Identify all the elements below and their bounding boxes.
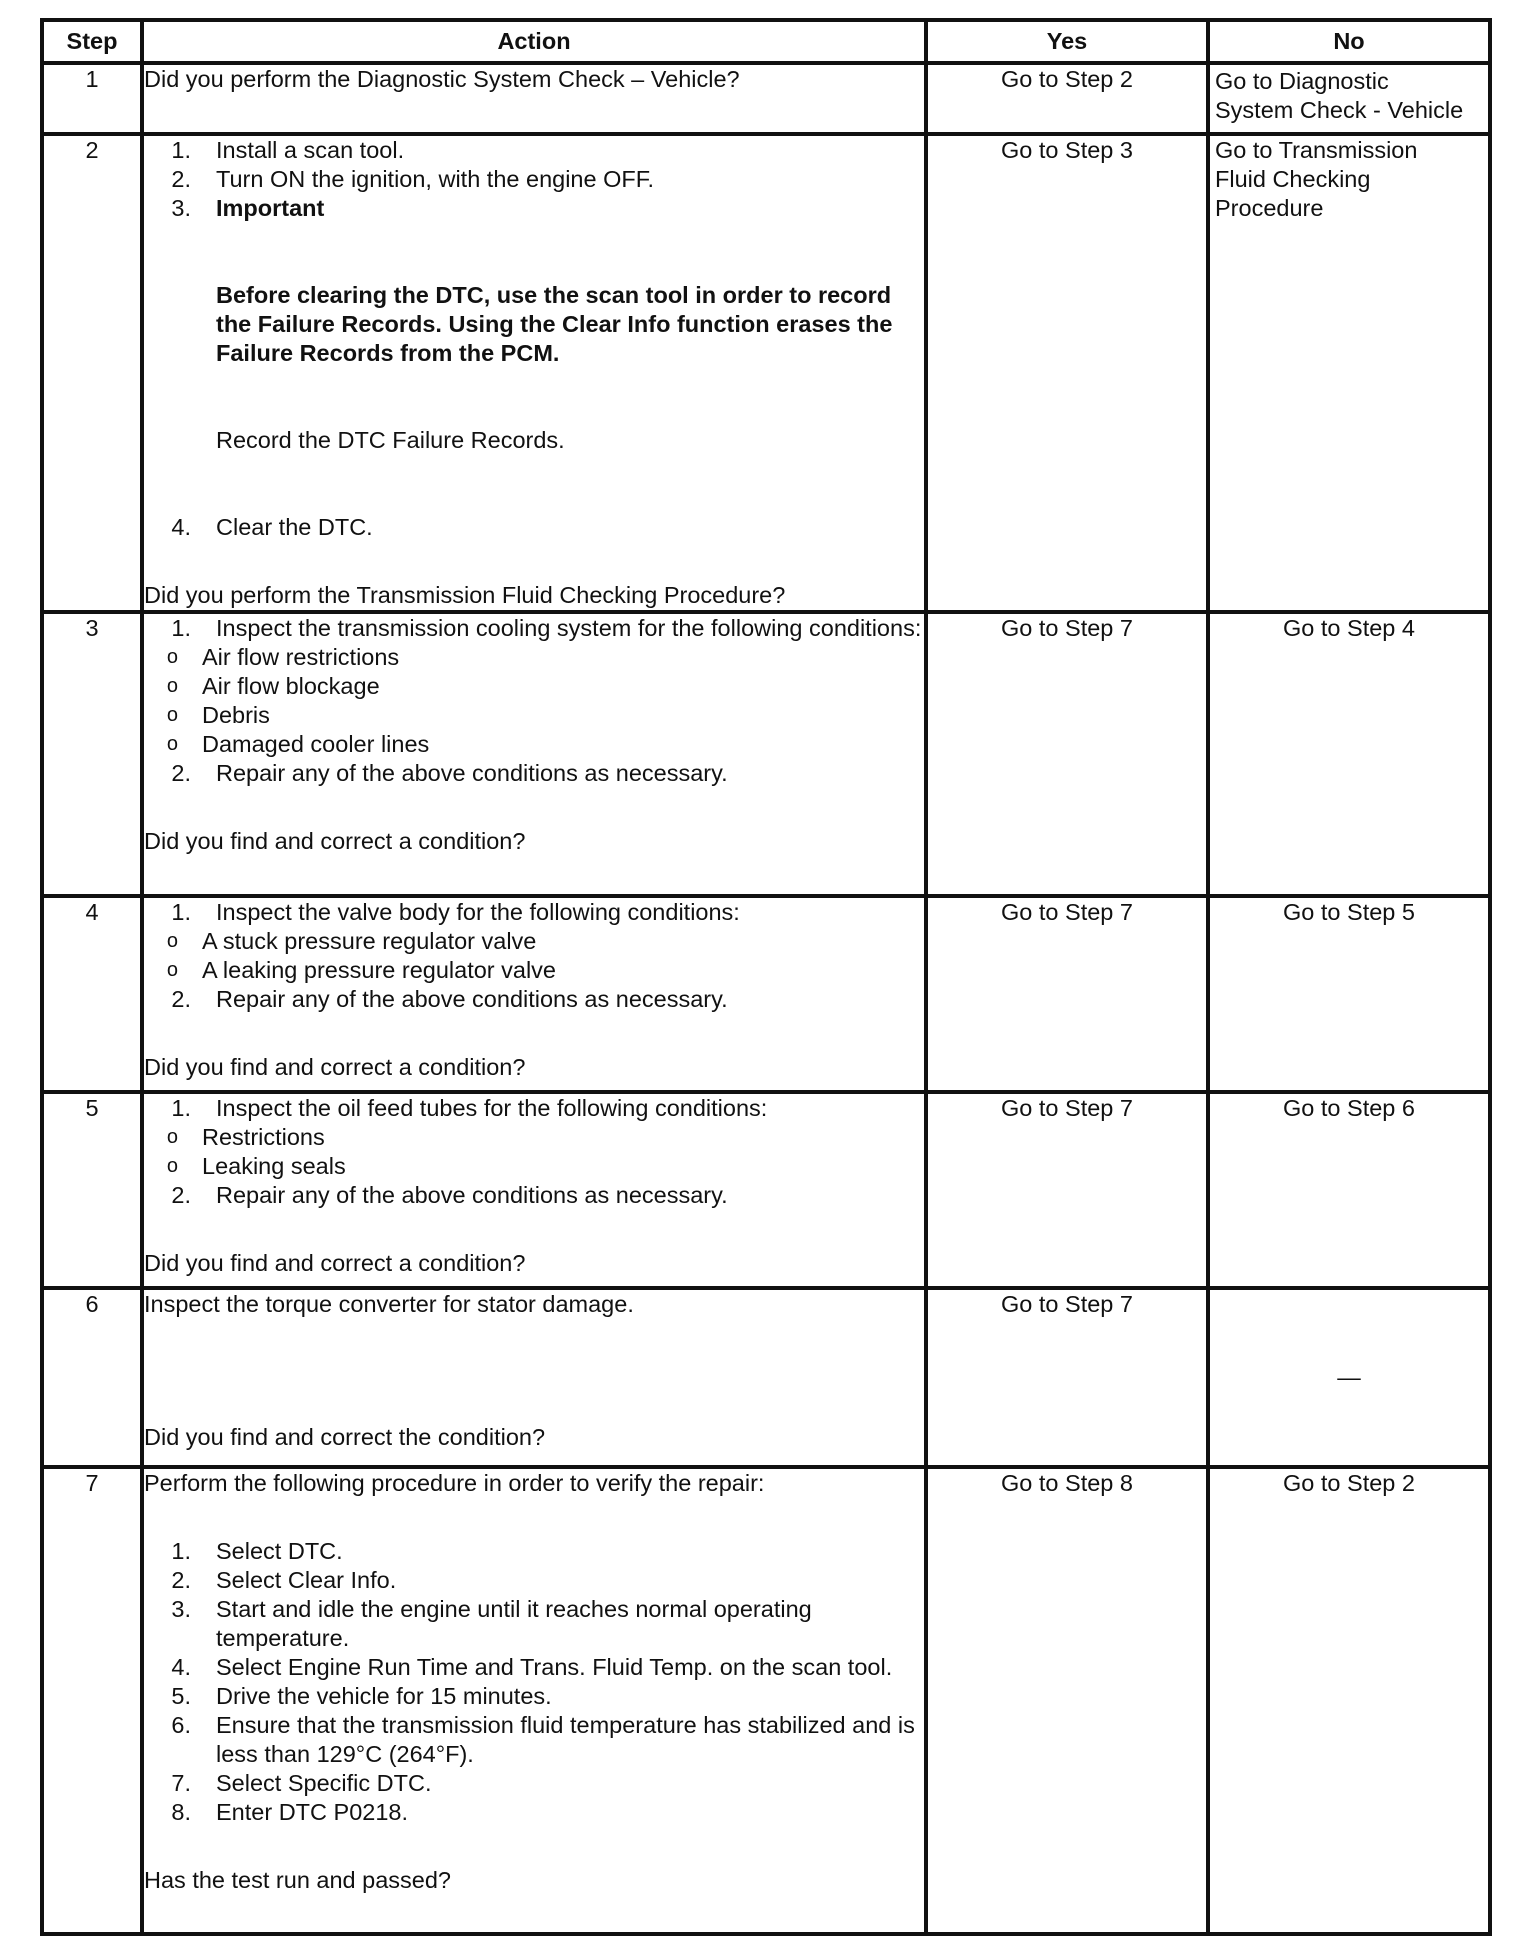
- item-number: 3.: [171, 1596, 191, 1622]
- list-item: [144, 194, 924, 513]
- no-link[interactable]: Go to Step 4: [1208, 612, 1490, 896]
- item-number: 1.: [171, 899, 191, 925]
- sub-item: [116, 730, 924, 759]
- table-row: [42, 63, 1490, 134]
- item-number: 1.: [171, 615, 191, 641]
- header-step: Step: [42, 20, 142, 63]
- item-number: 2.: [171, 166, 191, 192]
- yes-link[interactable]: Go to Step 7: [926, 1288, 1208, 1467]
- item-number: 1.: [171, 137, 191, 163]
- header-no: No: [1208, 20, 1490, 63]
- bullet-icon: o: [166, 959, 178, 981]
- item-number: 2.: [171, 986, 191, 1012]
- action-cell: [142, 63, 926, 134]
- header-action: Action: [142, 20, 926, 63]
- yes-link[interactable]: Go to Step 8: [926, 1467, 1208, 1934]
- sub-item: [116, 1152, 924, 1181]
- important-note: Before clearing the DTC, use the scan tool in order to record the Failure Records. Using the Clear Info function erases the Failure Records from the PCM.: [216, 282, 893, 366]
- item-text: Inspect the oil feed tubes for the following conditions:: [216, 1095, 768, 1121]
- table-row: [42, 1288, 1490, 1467]
- no-link-line: Fluid Checking: [1215, 166, 1371, 192]
- list-item: [144, 1566, 924, 1595]
- sub-item-text: Damaged cooler lines: [202, 731, 430, 757]
- list-item: [144, 1094, 924, 1181]
- item-text: Inspect the transmission cooling system for the following conditions:: [216, 615, 922, 641]
- item-text: Select Engine Run Time and Trans. Fluid Temp. on the scan tool.: [216, 1654, 893, 1680]
- action-cell: [142, 896, 926, 1092]
- list-item: [144, 1769, 924, 1798]
- bullet-icon: o: [166, 1126, 178, 1148]
- action-cell: [142, 1467, 926, 1934]
- question-text: Has the test run and passed?: [144, 1867, 452, 1893]
- step-number: 5: [42, 1092, 142, 1288]
- item-text: Turn ON the ignition, with the engine OFF.: [216, 166, 655, 192]
- item-number: 2.: [171, 760, 191, 786]
- list-item: [144, 1181, 924, 1210]
- numbered-list: [144, 1537, 924, 1827]
- question-text: Did you find and correct a condition?: [144, 1250, 526, 1276]
- step-number: 1: [42, 63, 142, 134]
- table-row: [42, 612, 1490, 896]
- list-item: [144, 985, 924, 1014]
- step-number: 3: [42, 612, 142, 896]
- item-text: Repair any of the above conditions as necessary.: [216, 760, 728, 786]
- yes-link[interactable]: Go to Step 7: [926, 896, 1208, 1092]
- item-number: 6.: [171, 1712, 191, 1738]
- item-number: 7.: [171, 1770, 191, 1796]
- list-item: [144, 1537, 924, 1566]
- step-number: 2: [42, 134, 142, 612]
- step-number: 6: [42, 1288, 142, 1467]
- item-text: Drive the vehicle for 15 minutes.: [216, 1683, 552, 1709]
- sub-item-text: Debris: [202, 702, 270, 728]
- list-item: [144, 1798, 924, 1827]
- header-yes: Yes: [926, 20, 1208, 63]
- header-row: [42, 20, 1490, 63]
- question-text: Did you find and correct a condition?: [144, 1054, 526, 1080]
- no-link: —: [1208, 1288, 1490, 1467]
- table-row: [42, 1467, 1490, 1934]
- numbered-list: [144, 1094, 924, 1210]
- no-link[interactable]: Go to Step 6: [1208, 1092, 1490, 1288]
- no-link[interactable]: Go to Step 5: [1208, 896, 1490, 1092]
- bullet-icon: o: [166, 675, 178, 697]
- numbered-list: [144, 614, 924, 788]
- numbered-list: [144, 136, 924, 542]
- list-item: [144, 165, 924, 194]
- sub-item-text: Air flow blockage: [202, 673, 380, 699]
- intro-text: Perform the following procedure in order to verify the repair:: [144, 1470, 765, 1496]
- item-text: Repair any of the above conditions as necessary.: [216, 986, 728, 1012]
- sub-list: [116, 1123, 924, 1181]
- item-number: 2.: [171, 1567, 191, 1593]
- bullet-icon: o: [166, 704, 178, 726]
- item-text: Select Specific DTC.: [216, 1770, 432, 1796]
- no-link-line: Procedure: [1215, 195, 1324, 221]
- list-item: [144, 1595, 924, 1653]
- sub-item: [116, 956, 924, 985]
- table-row: [42, 134, 1490, 612]
- no-link[interactable]: [1208, 134, 1490, 612]
- no-link-line: System Check - Vehicle: [1215, 97, 1464, 123]
- no-link[interactable]: [1208, 63, 1490, 134]
- item-number: 5.: [171, 1683, 191, 1709]
- item-text: Install a scan tool.: [216, 137, 405, 163]
- list-item: [144, 759, 924, 788]
- sub-item-text: Restrictions: [202, 1124, 325, 1150]
- item-number: 1.: [171, 1538, 191, 1564]
- item-number: 4.: [171, 1654, 191, 1680]
- yes-link[interactable]: Go to Step 7: [926, 612, 1208, 896]
- diagnostic-table: [40, 18, 1492, 1936]
- bullet-icon: o: [166, 733, 178, 755]
- sub-list: [116, 643, 924, 759]
- item-text: Enter DTC P0218.: [216, 1799, 409, 1825]
- bullet-icon: o: [166, 930, 178, 952]
- question-text: Did you find and correct the condition?: [144, 1424, 546, 1450]
- item-text: Ensure that the transmission fluid temperature has stabilized and is less than 129°C (264°F).: [216, 1712, 915, 1767]
- item-text: Select Clear Info.: [216, 1567, 397, 1593]
- no-link-line: Go to Transmission: [1215, 137, 1418, 163]
- sub-item: [116, 701, 924, 730]
- list-item: [144, 1711, 924, 1769]
- yes-link[interactable]: Go to Step 2: [926, 63, 1208, 134]
- table-row: [42, 1092, 1490, 1288]
- bullet-icon: o: [166, 1155, 178, 1177]
- list-item: [144, 1653, 924, 1682]
- table-row: [42, 896, 1490, 1092]
- important-label: Important: [216, 195, 325, 221]
- action-cell: [142, 1288, 926, 1467]
- item-text: Select DTC.: [216, 1538, 343, 1564]
- no-link[interactable]: Go to Step 2: [1208, 1467, 1490, 1934]
- sub-item-text: Air flow restrictions: [202, 644, 400, 670]
- yes-link[interactable]: Go to Step 7: [926, 1092, 1208, 1288]
- item-number: 4.: [171, 514, 191, 540]
- action-cell: [142, 612, 926, 896]
- item-number: 1.: [171, 1095, 191, 1121]
- sub-list: [116, 927, 924, 985]
- question-text: Did you perform the Transmission Fluid Checking Procedure?: [144, 582, 786, 608]
- item-number: 8.: [171, 1799, 191, 1825]
- item-text: Start and idle the engine until it reaches normal operating temperature.: [216, 1596, 812, 1651]
- item-number: 3.: [171, 195, 191, 221]
- bullet-icon: o: [166, 646, 178, 668]
- item-text: Inspect the valve body for the following conditions:: [216, 899, 740, 925]
- record-text: Record the DTC Failure Records.: [216, 427, 565, 453]
- no-link-line: Go to Diagnostic: [1215, 68, 1389, 94]
- sub-item: [116, 643, 924, 672]
- list-item: [144, 513, 924, 542]
- question-text: Did you perform the Diagnostic System Check – Vehicle?: [144, 66, 740, 92]
- sub-item: [116, 1123, 924, 1152]
- sub-item: [116, 927, 924, 956]
- step-number: 7: [42, 1467, 142, 1934]
- sub-item-text: A leaking pressure regulator valve: [202, 957, 557, 983]
- list-item: [144, 136, 924, 165]
- sub-item-text: Leaking seals: [202, 1153, 346, 1179]
- item-text: Repair any of the above conditions as necessary.: [216, 1182, 728, 1208]
- item-text: Clear the DTC.: [216, 514, 373, 540]
- action-cell: [142, 134, 926, 612]
- sub-item-text: A stuck pressure regulator valve: [202, 928, 537, 954]
- intro-text: Inspect the torque converter for stator damage.: [144, 1291, 634, 1317]
- list-item: [144, 898, 924, 985]
- list-item: [144, 1682, 924, 1711]
- question-text: Did you find and correct a condition?: [144, 828, 526, 854]
- list-item: [144, 614, 924, 759]
- step-number: 4: [42, 896, 142, 1092]
- sub-item: [116, 672, 924, 701]
- item-number: 2.: [171, 1182, 191, 1208]
- yes-link[interactable]: Go to Step 3: [926, 134, 1208, 612]
- numbered-list: [144, 898, 924, 1014]
- action-cell: [142, 1092, 926, 1288]
- item-text: [216, 194, 924, 513]
